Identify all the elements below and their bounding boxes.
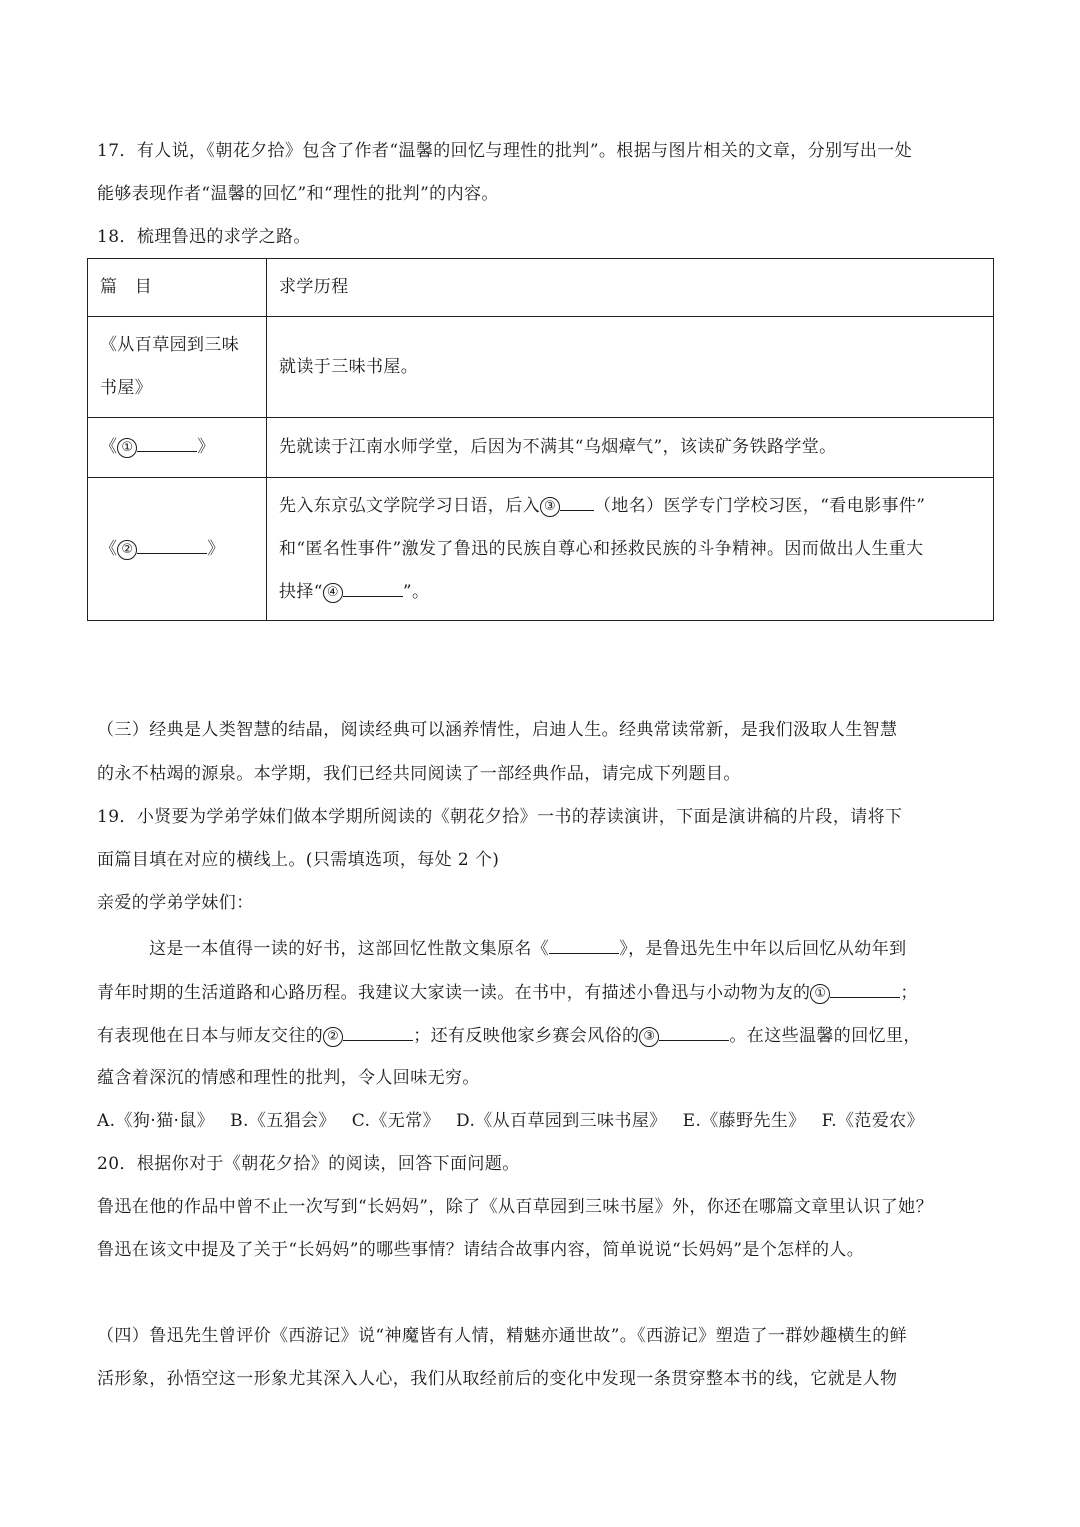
row3-text: 先入东京弘文学院学习日语，后入 — [279, 495, 540, 516]
section3-line-1: （三）经典是人类智慧的结晶，阅读经典可以涵养情性，启迪人生。经典常读常新，是我们汲取人生智慧 — [97, 720, 898, 740]
section4-line-1: （四）鲁迅先生曾评价《西游记》说“神魔皆有人情，精魅亦通世故”。《西游记》塑造了一群妙趣横生的鲜 — [97, 1326, 908, 1346]
answer-blank[interactable] — [137, 433, 197, 452]
book-mark-open: 《 — [100, 437, 118, 457]
blank-marker-3: ③ — [540, 497, 560, 517]
answer-blank[interactable] — [830, 979, 900, 998]
section3-line-2: 的永不枯竭的源泉。本学期，我们已经共同阅读了一部经典作品，请完成下列题目。 — [97, 764, 741, 784]
option-a: A.《狗·猫·鼠》 — [97, 1111, 215, 1131]
table-row — [88, 317, 994, 418]
q19-text: 》，是鲁迅先生中年以后回忆从幼年到 — [619, 939, 907, 959]
book-mark-close: 》 — [207, 538, 225, 559]
blank-marker-1: ① — [810, 984, 830, 1004]
q19-text: ；还有反映他家乡赛会风俗的 — [413, 1026, 640, 1046]
blank-marker-2: ② — [323, 1027, 343, 1047]
q19-paragraph-3 — [97, 1022, 987, 1048]
answer-blank[interactable] — [137, 535, 207, 554]
row3-line2: 和“匿名性事件”激发了鲁迅的民族自尊心和拯救民族的斗争精神。因而做出人生重大 — [279, 538, 924, 559]
option-d: D.《从百草园到三味书屋》 — [456, 1111, 667, 1131]
q20-line-3: 鲁迅在该文中提及了关于“长妈妈”的哪些事情？请结合故事内容，简单说说“长妈妈”是个怎样的人。 — [97, 1240, 865, 1260]
row3-title — [88, 478, 267, 621]
header-title: 篇 目 — [88, 259, 267, 317]
q19-line-2: 面篇目填在对应的横线上。(只需填选项，每处 2 个) — [97, 850, 500, 870]
q17-line-2: 能够表现作者“温馨的回忆”和“理性的批判”的内容。 — [97, 184, 499, 204]
blank-marker-1: ① — [117, 438, 137, 458]
row3-line1 — [279, 485, 981, 528]
q19-paragraph-2 — [97, 979, 987, 1005]
answer-blank[interactable] — [560, 492, 594, 511]
row2-title — [88, 418, 267, 478]
q19-text: 。在这些温馨的回忆里， — [729, 1026, 921, 1046]
row3-text: （地名）医学专门学校习医，“看电影事件” — [594, 495, 926, 516]
q19-text: 青年时期的生活道路和心路历程。我建议大家读一读。在书中，有描述小鲁迅与小动物为友的 — [97, 983, 811, 1003]
answer-blank[interactable] — [659, 1022, 729, 1041]
row3-line3 — [279, 571, 981, 614]
row3-content — [267, 478, 994, 621]
row1-title-line1: 《从百草园到三味 — [100, 335, 240, 355]
q19-options — [97, 1109, 987, 1133]
q19-text: 有表现他在日本与师友交往的 — [97, 1026, 324, 1046]
table-row — [88, 418, 994, 478]
row1-content: 就读于三味书屋。 — [267, 317, 994, 418]
blank-marker-2: ② — [117, 540, 137, 560]
q19-text: 这是一本值得一读的好书，这部回忆性散文集原名《 — [149, 939, 550, 959]
row2-content: 先就读于江南水师学堂，后因为不满其“乌烟瘴气”，该读矿务铁路学堂。 — [267, 418, 994, 478]
study-path-table — [87, 258, 994, 621]
answer-blank[interactable] — [343, 1022, 413, 1041]
header-history: 求学历程 — [267, 259, 994, 317]
row3-text: 抉择“ — [279, 581, 323, 602]
row1-title — [88, 317, 267, 418]
option-f: F.《范爱农》 — [821, 1111, 925, 1131]
section4-line-2: 活形象，孙悟空这一形象尤其深入人心，我们从取经前后的变化中发现一条贯穿整本书的线，它就是人物 — [97, 1369, 898, 1389]
blank-marker-3: ③ — [639, 1027, 659, 1047]
option-c: C.《无常》 — [351, 1111, 441, 1131]
table-row — [88, 478, 994, 621]
book-mark-close: 》 — [197, 437, 215, 457]
answer-blank[interactable] — [549, 935, 619, 954]
q19-text: ； — [900, 983, 918, 1003]
q17-line-1: 17．有人说，《朝花夕拾》包含了作者“温馨的回忆与理性的批判”。根据与图片相关的文章，分别写出一处 — [97, 141, 913, 161]
answer-blank[interactable] — [343, 578, 403, 597]
row3-text: ”。 — [402, 581, 430, 602]
option-e: E.《藤野先生》 — [682, 1111, 806, 1131]
row1-title-line2: 书屋》 — [100, 378, 153, 398]
q19-paragraph-4: 蕴含着深沉的情感和理性的批判，令人回味无穷。 — [97, 1068, 480, 1088]
q19-greeting: 亲爱的学弟学妹们： — [97, 893, 254, 913]
blank-marker-4: ④ — [323, 583, 343, 603]
q19-line-1: 19．小贤要为学弟学妹们做本学期所阅读的《朝花夕拾》一书的荐读演讲，下面是演讲稿的片段，请将下 — [97, 807, 903, 827]
q18-title: 18．梳理鲁迅的求学之路。 — [97, 227, 311, 247]
table-header-row — [88, 259, 994, 317]
q20-line-2: 鲁迅在他的作品中曾不止一次写到“长妈妈”，除了《从百草园到三味书屋》外，你还在哪篇文章里认识了她？ — [97, 1197, 933, 1217]
option-b: B.《五猖会》 — [230, 1111, 336, 1131]
q20-line-1: 20．根据你对于《朝花夕拾》的阅读，回答下面问题。 — [97, 1154, 520, 1174]
q19-paragraph-1 — [149, 935, 987, 961]
book-mark-open: 《 — [100, 538, 118, 559]
